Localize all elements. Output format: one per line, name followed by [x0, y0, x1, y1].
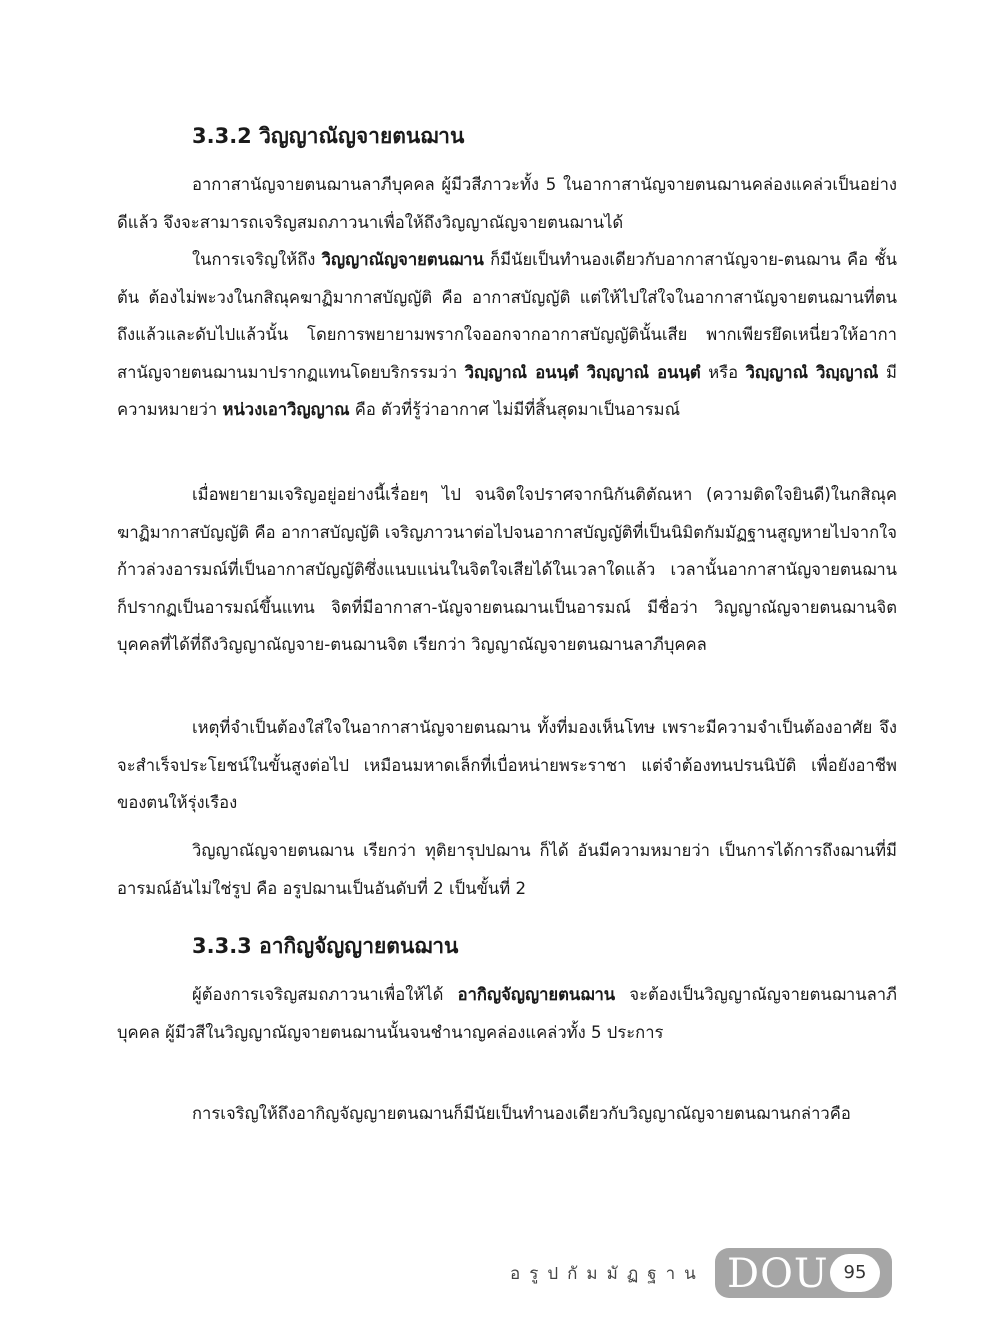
paragraph — [117, 832, 897, 907]
bold-term: อากิญจัญญายตนฌาน — [457, 985, 616, 1004]
text-segment: จะต้องเป็นวิญญาณัญจายตนฌานลาภีบุคคล ผู้มีวสีในวิญญาณัญจายตนฌานนั้นจนชำนาญคล่องแคล่วทั้ง 5 ประการ — [117, 985, 897, 1042]
text-segment: หรือ — [700, 362, 746, 382]
paragraph — [117, 709, 897, 822]
paragraph — [117, 476, 897, 664]
dou-logo-text: DOU — [727, 1251, 829, 1297]
paragraph — [117, 1095, 897, 1133]
text-segment: อากาสานัญจายตนฌานลาภีบุคคล ผู้มีวสีภาวะทั้ง 5 ในอากาสานัญจายตนฌานคล่องแคล่วเป็นอย่างดีแล้ว จึงจะสามารถเจริญสมถภาวนาเพื่อให้ถึงวิญญาณัญจายตนฌานได้ — [117, 175, 897, 232]
text-segment: เมื่อพยายามเจริญอยู่อย่างนี้เรื่อยๆ ไป จนจิตใจปราศจากนิกันติตัณหา (ความติดใจยินดี)ในกสิณุคฆาฏิมากาสบัญญัติ คือ อากาสบัญญัติ เจริญภาวนาต่อไปจนอากาสบัญญัติที่เป็นนิมิตกัมมัฏฐานสูญหายไปจากใจก้าวล่วงอารมณ์ที่เป็นอากาสบัญญัติซึ่งแนบแน่นในจิตใจเสียได้ในเวลาใดแล้ว เวลานั้นอากาสานัญจายตนฌานก็ปรากฏเป็นอารมณ์ขึ้นแทน จิตที่มีอากาสา-นัญจายตนฌานเป็นอารมณ์ มีชื่อว่า วิญญาณัญจายตนฌานจิต บุคคลที่ได้ที่ถึงวิญญาณัญจาย-ตนฌานจิต เรียกว่า วิญญาณัญจายตนฌานลาภีบุคคล — [117, 485, 897, 654]
footer-book-title: อรูปกัมมัฏฐาน — [510, 1264, 705, 1284]
text-segment: ผู้ต้องการเจริญสมถภาวนาเพื่อให้ได้ — [192, 985, 458, 1004]
paragraph — [117, 166, 897, 241]
bold-term: วิญฺญาณํ อนนฺตํ วิญฺญาณํ อนนฺตํ — [464, 362, 701, 382]
text-segment: เหตุที่จำเป็นต้องใส่ใจในอากาสานัญจายตนฌาน ทั้งที่มองเห็นโทษ เพราะมีความจำเป็นต้องอาศัย จึงจะสำเร็จประโยชน์ในขั้นสูงต่อไป เหมือนมหาดเล็กที่เบื่อหน่ายพระราชา แต่จำต้องทนปรนนิบัติ เพื่อยังอาชีพของตนให้รุ่งเรือง — [117, 718, 897, 812]
section-heading-3-3-2: 3.3.2 วิญญาณัญจายตนฌาน — [192, 124, 465, 148]
bold-term: วิญฺญาณํ วิญฺญาณํ — [745, 362, 879, 382]
text-segment: ในการเจริญให้ถึง — [192, 250, 322, 269]
page-number: 95 — [843, 1262, 867, 1283]
text-segment: คือ ตัวที่รู้ว่าอากาศ ไม่มีที่สิ้นสุดมาเป็นอารมณ์ — [349, 400, 681, 419]
paragraph — [117, 976, 897, 1051]
text-segment: การเจริญให้ถึงอากิญจัญญายตนฌานก็มีนัยเป็นทำนองเดียวกับวิญญาณัญจายตนฌานกล่าวคือ — [192, 1104, 851, 1123]
text-segment: วิญญาณัญจายตนฌาน เรียกว่า ทุติยารุปปฌาน ก็ได้ อันมีความหมายว่า เป็นการได้การถึงฌานที่มีอารมณ์อันไม่ใช่รูป คือ อรูปฌานเป็นอันดับที่ 2 เป็นขั้นที่ 2 — [117, 841, 897, 898]
bold-term: วิญญาณัญจายตนฌาน — [321, 250, 484, 269]
bold-term: หน่วงเอาวิญญาณ — [222, 400, 350, 419]
section-heading-3-3-3: 3.3.3 อากิญจัญญายตนฌาน — [192, 934, 459, 958]
text-segment: มีความหมายว่า — [117, 362, 897, 419]
text-segment: ก็มีนัยเป็นทำนองเดียวกับอากาสานัญจาย-ตนฌาน คือ ชั้นต้น ต้องไม่พะวงในกสิณุคฆาฏิมากาสบัญญัติ คือ อากาสบัญญัติ แต่ให้ไปใส่ใจในอากาสานัญจายตนฌานที่ตนถึงแล้วและดับไปแล้วนั้น โดยการพยายามพรากใจออกจากอากาสบัญญัตินั้นเสีย พากเพียรยึดเหนี่ยวให้อากาสานัญจายตนฌานมาปรากฏแทนโดยบริกรรมว่า — [117, 250, 897, 382]
paragraph — [117, 241, 897, 429]
